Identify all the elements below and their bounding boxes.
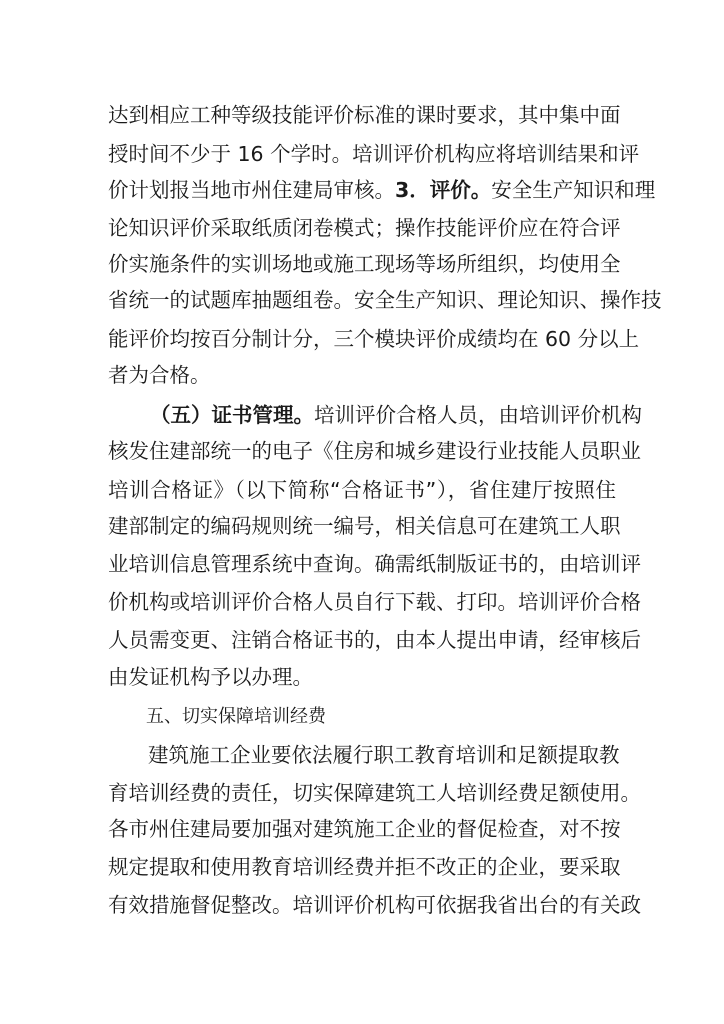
text-run: 安全生产知识和理 — [491, 178, 656, 202]
text-line — [108, 178, 656, 202]
text-line: 建筑施工企业要依法履行职工教育培训和足额提取教 — [148, 743, 620, 767]
text-line: 育培训经费的责任，切实保障建筑工人培训经费足额使用。 — [108, 781, 641, 805]
section-heading: 五、切实保障培训经费 — [146, 706, 326, 727]
text-line: 各市州住建局要加强对建筑施工企业的督促检查，对不按 — [108, 817, 621, 841]
text-run: 培训评价合格人员，由培训评价机构 — [314, 403, 642, 427]
text-run: 价计划报当地市州住建局审核。 — [108, 178, 395, 202]
subsection-title-certificate: （五）证书管理。 — [150, 403, 314, 427]
text-line: 培训合格证》（以下简称“合格证书”），省住建厅按照住 — [108, 478, 616, 502]
text-line: 核发住建部统一的电子《住房和城乡建设行业技能人员职业 — [108, 439, 641, 463]
text-line: 有效措施督促整改。培训评价机构可依据我省出台的有关政 — [108, 893, 641, 917]
text-line: 论知识评价采取纸质闭卷模式；操作技能评价应在符合评 — [108, 216, 621, 240]
text-line: 由发证机构予以办理。 — [108, 665, 313, 689]
text-line: 价实施条件的实训场地或施工现场等场所组织，均使用全 — [108, 252, 621, 276]
subsection-title-evaluation: 3．评价。 — [395, 178, 492, 202]
text-line: 者为合格。 — [108, 363, 211, 387]
text-line: 建部制定的编码规则统一编号，相关信息可在建筑工人职 — [108, 514, 621, 538]
text-line — [150, 403, 642, 427]
text-line: 价机构或培训评价合格人员自行下载、打印。培训评价合格 — [108, 590, 641, 614]
text-line: 能评价均按百分制计分，三个模块评价成绩均在 60 分以上 — [108, 327, 640, 351]
text-line: 人员需变更、注销合格证书的，由本人提出申请，经审核后 — [108, 628, 641, 652]
text-line: 省统一的试题库抽题组卷。安全生产知识、理论知识、操作技 — [108, 288, 662, 312]
text-line: 授时间不少于 16 个学时。培训评价机构应将培训结果和评 — [108, 142, 640, 166]
text-line: 达到相应工种等级技能评价标准的课时要求，其中集中面 — [108, 103, 621, 127]
text-line: 规定提取和使用教育培训经费并拒不改正的企业，要采取 — [108, 855, 621, 879]
text-line: 业培训信息管理系统中查询。确需纸制版证书的，由培训评 — [108, 552, 641, 576]
